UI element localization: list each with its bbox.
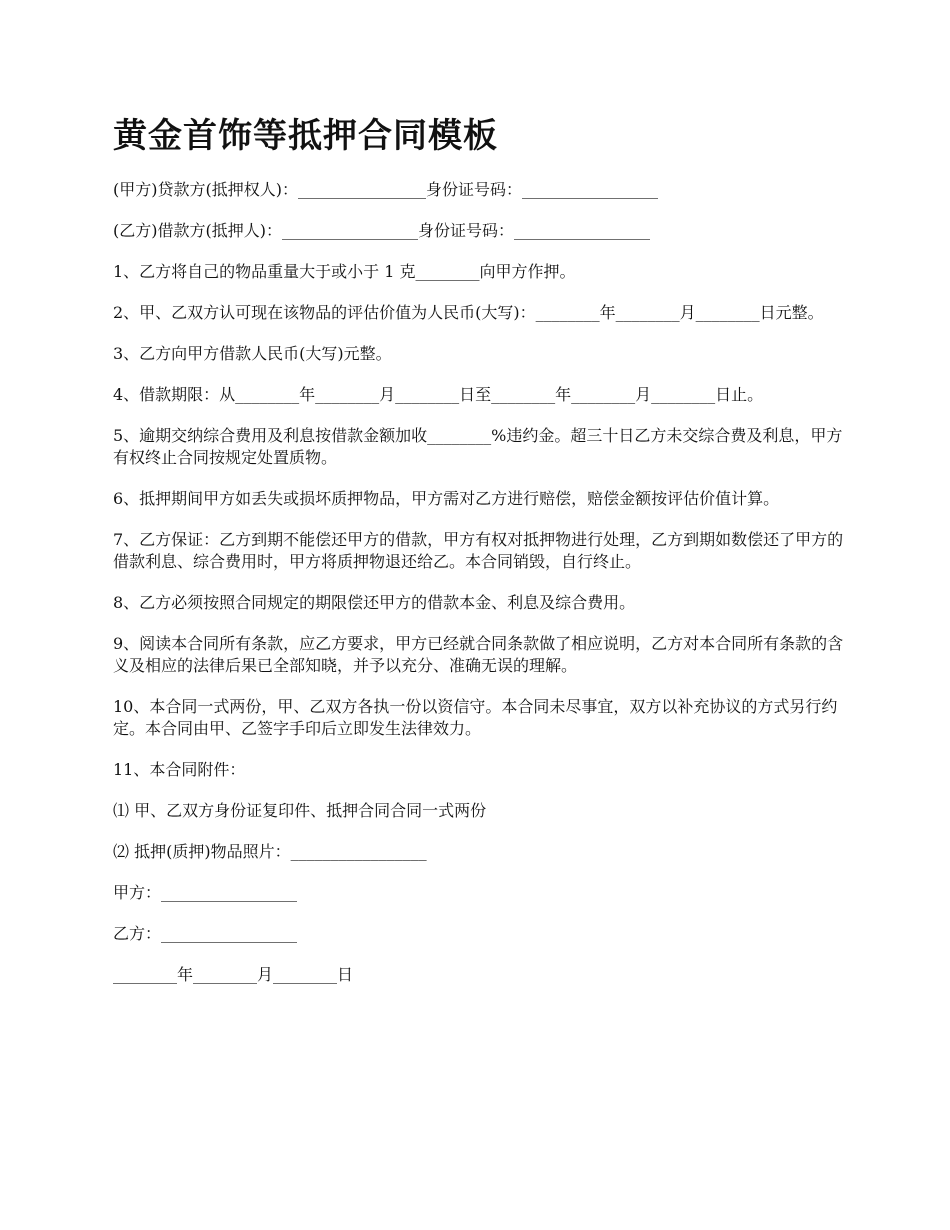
attachment-1: ⑴ 甲、乙双方身份证复印件、抵押合同合同一式两份 — [113, 801, 487, 820]
date-line: ________年________月________日 — [113, 965, 354, 984]
clause-9: 9、阅读本合同所有条款，应乙方要求，甲方已经就合同条款做了相应说明，乙方对本合同所有条款的含义及相应的法律后果已全部知晓，并予以充分、准确无误的理解。 — [113, 634, 844, 675]
clause-5: 5、逾期交纳综合费用及利息按借款金额加收________%违约金。超三十日乙方未交综合费及利息，甲方有权终止合同按规定处置质物。 — [113, 426, 843, 467]
party-a-line: (甲方)贷款方(抵押权人)：________________身份证号码：_________________ — [113, 180, 658, 199]
party-b-line: (乙方)借款方(抵押人)：_________________身份证号码：_________________ — [113, 221, 650, 240]
signature-party-a: 甲方：_________________ — [113, 883, 298, 902]
clause-1: 1、乙方将自己的物品重量大于或小于 1 克________向甲方作押。 — [113, 262, 576, 281]
clause-6: 6、抵押期间甲方如丢失或损坏质押物品，甲方需对乙方进行赔偿，赔偿金额按评估价值计算。 — [113, 489, 780, 508]
clause-10: 10、本合同一式两份，甲、乙双方各执一份以资信守。本合同未尽事宜，双方以补充协议的方式另行约定。本合同由甲、乙签字手印后立即发生法律效力。 — [113, 697, 838, 738]
document-title: 黄金首饰等抵押合同模板 — [113, 116, 498, 156]
document-page — [113, 110, 853, 1005]
clause-11: 11、本合同附件： — [113, 760, 246, 779]
signature-party-b: 乙方：_________________ — [113, 924, 298, 943]
clause-4: 4、借款期限：从________年________月________日至________年________月________日止。 — [113, 385, 764, 404]
clause-8: 8、乙方必须按照合同规定的期限偿还甲方的借款本金、利息及综合费用。 — [113, 593, 636, 612]
attachment-2: ⑵ 抵押(质押)物品照片：_________________ — [113, 842, 427, 861]
clause-7: 7、乙方保证：乙方到期不能偿还甲方的借款，甲方有权对抵押物进行处理，乙方到期如数偿还了甲方的借款利息、综合费用时，甲方将质押物退还给乙。本合同销毁，自行终止。 — [113, 530, 844, 571]
clause-3: 3、乙方向甲方借款人民币(大写)元整。 — [113, 344, 392, 363]
clause-2: 2、甲、乙双方认可现在该物品的评估价值为人民币(大写)：________年________月________日元整。 — [113, 303, 824, 322]
